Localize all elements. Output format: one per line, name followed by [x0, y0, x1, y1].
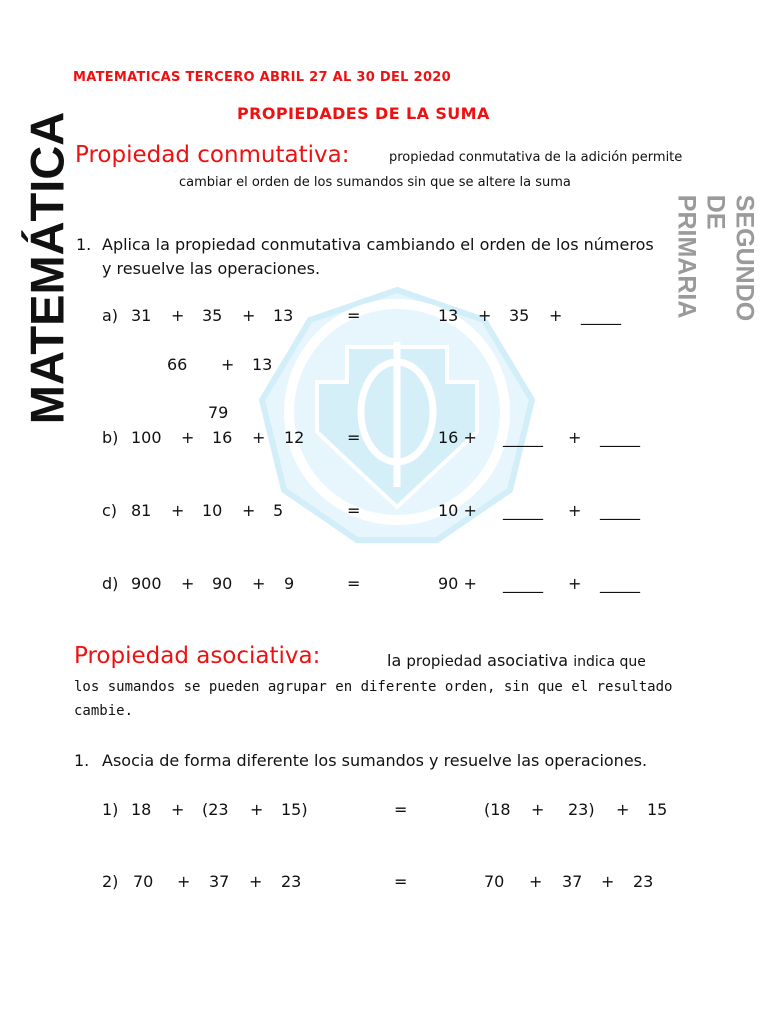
plus-sign: + — [181, 574, 195, 593]
term: 900 — [131, 574, 162, 593]
def-word: asociativa — [487, 651, 569, 670]
term: 12 — [284, 428, 305, 447]
answer-blank[interactable]: _____ — [600, 501, 640, 520]
term: (18 — [484, 800, 511, 819]
def-word: la — [387, 651, 402, 670]
plus-sign: + — [249, 872, 263, 891]
plus-sign: + — [250, 800, 264, 819]
side-banner-segundo-primaria: SEGUNDO DE PRIMARIA — [672, 194, 759, 322]
equals-sign: = — [394, 800, 408, 819]
plus-sign: + — [616, 800, 630, 819]
plus-sign: + — [568, 428, 582, 447]
term: 23 — [281, 872, 302, 891]
term: 5 — [273, 501, 284, 520]
plus-sign: + — [549, 306, 563, 325]
instruction-number: 1. — [76, 235, 92, 254]
asociativa-instruction: Asocia de forma diferente los sumandos y resuelve las operaciones. — [102, 751, 648, 770]
plus-sign: + — [252, 574, 266, 593]
plus-sign: + — [478, 306, 492, 325]
def-word: indica que — [573, 654, 646, 670]
term: 18 — [131, 800, 152, 819]
def-word: propiedad — [406, 652, 483, 670]
exercise-label: c) — [102, 501, 118, 520]
conmutativa-definition-line1: propiedad conmutativa de la adición permite — [389, 150, 683, 165]
asociativa-definition-line2: los sumandos se pueden agrupar en diferente orden, sin que el resultado — [74, 679, 673, 695]
exercise-label: a) — [102, 306, 119, 325]
plus-sign: + — [531, 800, 545, 819]
answer-blank[interactable]: _____ — [581, 306, 621, 325]
term: 70 — [484, 872, 505, 891]
term: 13 — [438, 306, 459, 325]
term: 15 — [647, 800, 668, 819]
answer-blank[interactable]: _____ — [503, 428, 543, 447]
plus-sign: + — [568, 501, 582, 520]
term: 70 — [133, 872, 154, 891]
term: 15) — [281, 800, 308, 819]
conmutativa-definition-line2: cambiar el orden de los sumandos sin que se altere la suma — [179, 175, 571, 190]
plus-sign: + — [171, 800, 185, 819]
term: 10 + — [438, 501, 477, 520]
plus-sign: + — [177, 872, 191, 891]
term: 100 — [131, 428, 162, 447]
term: 23) — [568, 800, 595, 819]
asociativa-definition-line3: cambie. — [74, 703, 134, 719]
instruction-line2: y resuelve las operaciones. — [102, 259, 321, 278]
equals-sign: = — [347, 306, 361, 325]
school-logo-watermark — [252, 282, 542, 552]
term: 90 — [212, 574, 233, 593]
answer-blank[interactable]: _____ — [600, 428, 640, 447]
plus-sign: + — [171, 501, 185, 520]
work-term: 66 — [167, 355, 188, 374]
exercise-label: d) — [102, 574, 119, 593]
term: 90 + — [438, 574, 477, 593]
equals-sign: = — [347, 574, 361, 593]
equals-sign: = — [347, 428, 361, 447]
term: 35 — [202, 306, 223, 325]
answer-blank[interactable]: _____ — [600, 574, 640, 593]
plus-sign: + — [529, 872, 543, 891]
exercise-label: b) — [102, 428, 119, 447]
instruction-number: 1. — [74, 751, 90, 770]
term: 31 — [131, 306, 152, 325]
answer-blank[interactable]: _____ — [503, 501, 543, 520]
plus-sign: + — [181, 428, 195, 447]
conmutativa-heading: Propiedad conmutativa: — [75, 142, 350, 168]
plus-sign: + — [568, 574, 582, 593]
term: 23 — [633, 872, 654, 891]
term: 9 — [284, 574, 295, 593]
plus-sign: + — [601, 872, 615, 891]
term: 16 + — [438, 428, 477, 447]
equals-sign: = — [347, 501, 361, 520]
exercise-label: 1) — [102, 800, 119, 819]
instruction-line1: Aplica la propiedad conmutativa cambiando el orden de los números — [102, 235, 654, 254]
plus-sign: + — [242, 501, 256, 520]
work-plus: + — [221, 355, 235, 374]
term: 35 — [509, 306, 530, 325]
term: 10 — [202, 501, 223, 520]
page-title: PROPIEDADES DE LA SUMA — [237, 104, 490, 123]
asociativa-definition-line1 — [387, 651, 646, 670]
course-header: MATEMATICAS TERCERO ABRIL 27 AL 30 DEL 2020 — [73, 70, 451, 85]
term: (23 — [202, 800, 229, 819]
plus-sign: + — [171, 306, 185, 325]
asociativa-heading: Propiedad asociativa: — [74, 643, 321, 669]
term: 37 — [562, 872, 583, 891]
term: 37 — [209, 872, 230, 891]
side-banner-matematica: MATEMÁTICA — [20, 111, 74, 425]
answer-blank[interactable]: _____ — [503, 574, 543, 593]
plus-sign: + — [242, 306, 256, 325]
exercise-label: 2) — [102, 872, 119, 891]
work-term: 13 — [252, 355, 273, 374]
term: 81 — [131, 501, 152, 520]
work-result: 79 — [208, 403, 229, 422]
equals-sign: = — [394, 872, 408, 891]
term: 13 — [273, 306, 294, 325]
term: 16 — [212, 428, 233, 447]
plus-sign: + — [252, 428, 266, 447]
